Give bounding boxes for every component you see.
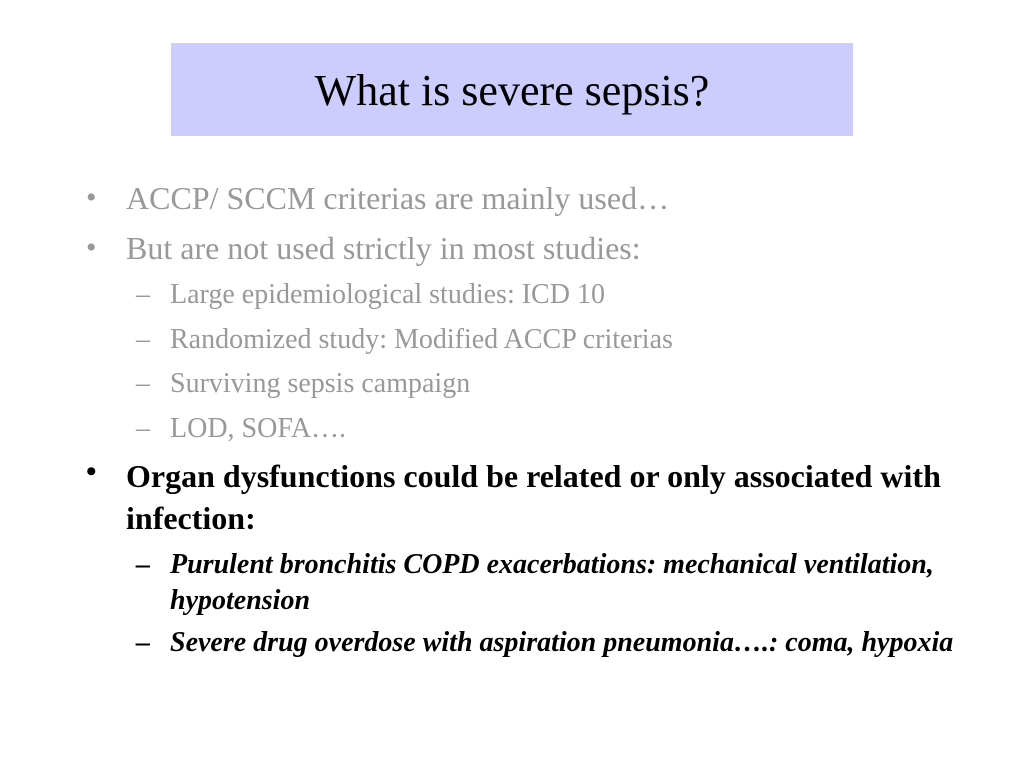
dash-marker: – (136, 412, 150, 444)
bullet-marker: • (86, 181, 97, 214)
bullet-text: Organ dysfunctions could be related or only associated with infection: (126, 458, 941, 536)
bullet-list (86, 173, 966, 661)
sub-bullet-text: LOD, SOFA…. (170, 412, 347, 444)
spacer (86, 539, 966, 547)
sub-bullet-item (86, 318, 966, 363)
bullet-item (86, 223, 966, 273)
dash-marker: – (136, 279, 150, 310)
dash-marker: – (136, 368, 150, 399)
bullet-marker: • (86, 231, 97, 264)
sub-bullet-text: Large epidemiological studies: ICD 10 (170, 279, 605, 310)
sub-bullet-text: Purulent bronchitis COPD exacerbations: mechanical ventilation, hypotension (170, 549, 934, 616)
sub-bullet-item (86, 547, 966, 619)
sub-bullet-text: Randomized study: Modified ACCP criterias (170, 323, 673, 355)
sub-bullet-item (86, 407, 966, 452)
bullet-marker: • (86, 455, 97, 488)
dash-marker: – (136, 627, 150, 658)
bullet-text: But are not used strictly in most studies: (126, 230, 641, 266)
dash-marker: – (136, 323, 150, 355)
bullet-item (86, 173, 966, 223)
bullet-text: ACCP/ SCCM criterias are mainly used… (126, 180, 670, 216)
slide-title: What is severe sepsis? (314, 65, 710, 115)
bullet-item (86, 451, 966, 539)
title-banner (171, 43, 853, 136)
sub-bullet-item (86, 625, 966, 661)
dash-marker: – (136, 549, 150, 580)
sub-bullet-text: Surviving sepsis campaign (170, 368, 471, 399)
sub-bullet-item (86, 273, 966, 318)
sub-bullet-text: Severe drug overdose with aspiration pneumonia….: coma, hypoxia (170, 627, 954, 658)
sub-bullet-item (86, 362, 966, 407)
